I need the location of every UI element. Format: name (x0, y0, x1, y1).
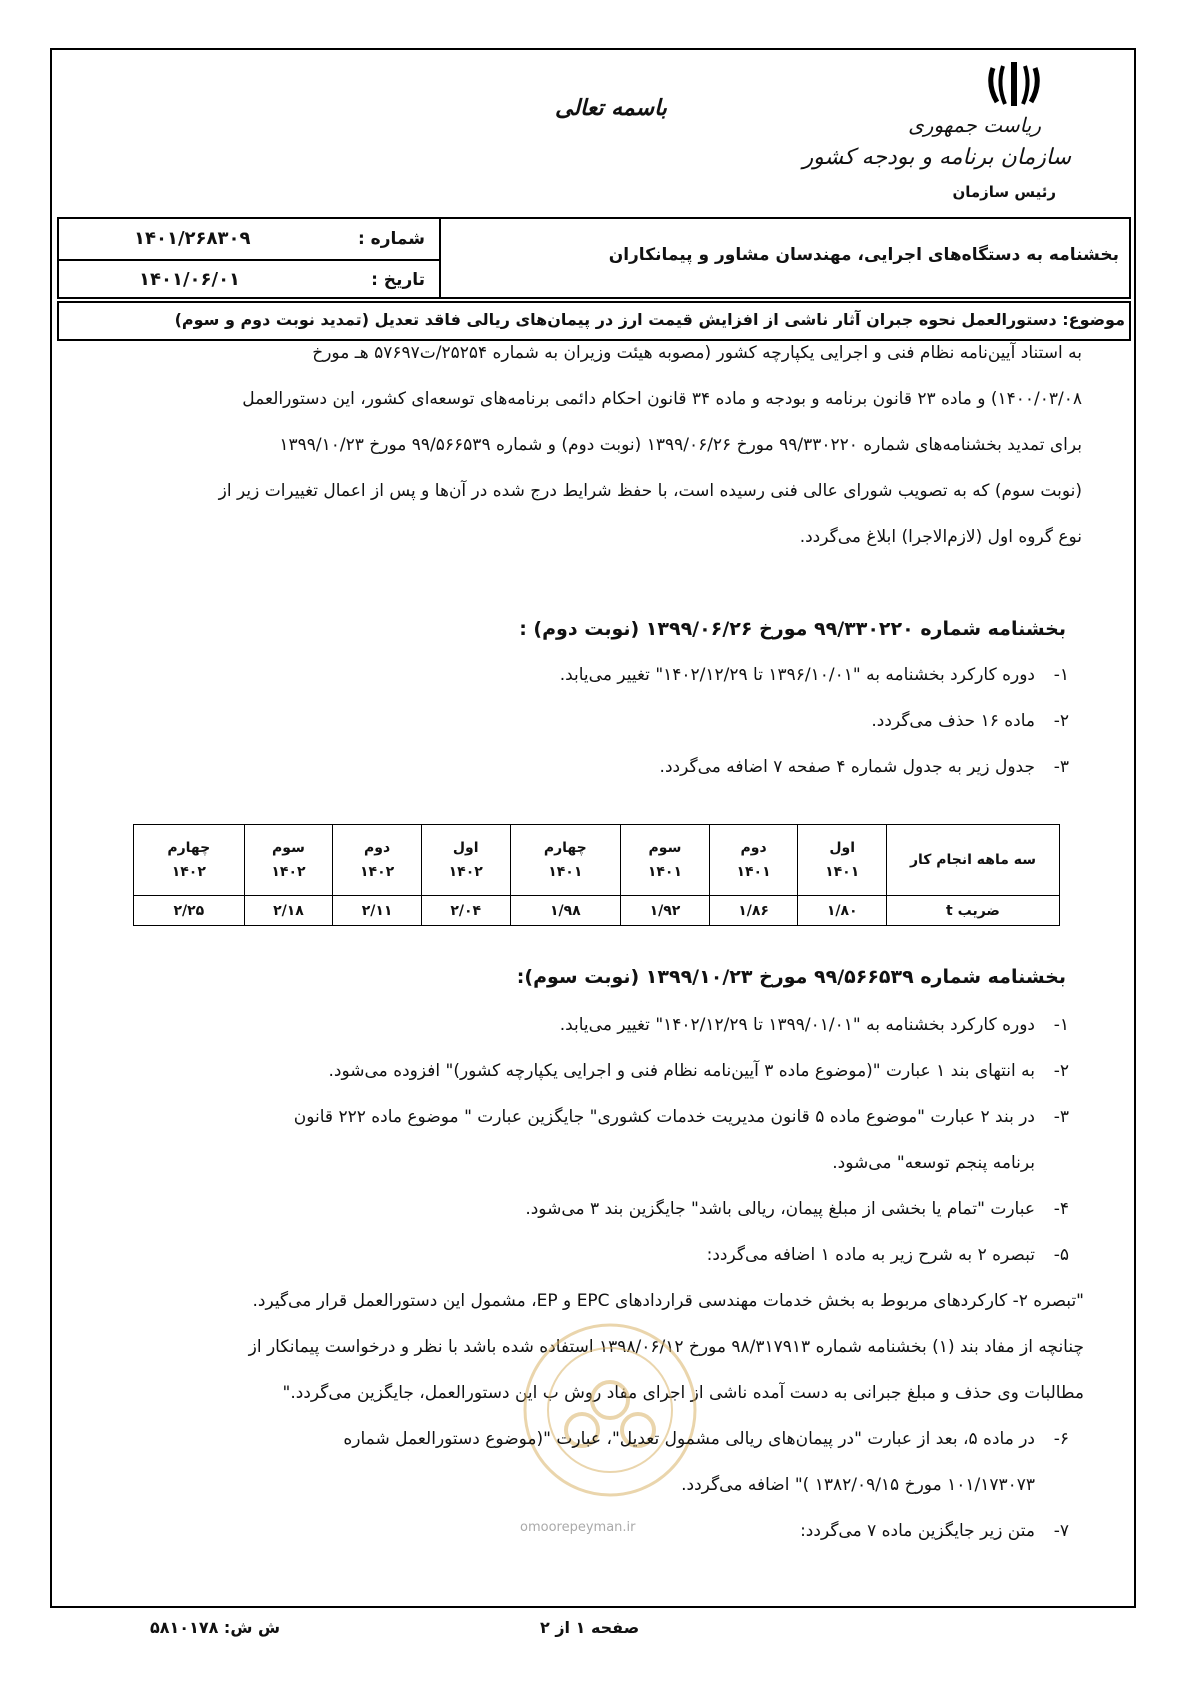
table-header-cell: اول ۱۴۰۲ (421, 825, 510, 896)
item-number: ۲- (1053, 1061, 1069, 1081)
list-item (111, 1186, 1069, 1232)
table-cell: ۱/۸۰ (798, 896, 887, 926)
note-line: "تبصره ۲- کارکردهای مربوط به بخش خدمات مهندسی قراردادهای EPC و EP، مشمول این دستورالعمل قرار می‌گیرد. (252, 1291, 1084, 1311)
table-header-row (134, 825, 1060, 896)
item-number: ۱- (1053, 665, 1069, 685)
subject: موضوع: دستورالعمل نحوه جبران آثار ناشی از افزایش قیمت ارز در پیمان‌های ریالی فاقد تعدیل (تمدید نوبت دوم و سوم) (57, 301, 1131, 341)
date-label: تاریخ : (371, 270, 425, 290)
org-line-head: رئیس سازمان (952, 183, 1056, 201)
list-item-continuation (111, 1140, 1069, 1186)
note-line: مطالبات وی حذف و مبلغ جبرانی به دست آمده ناشی از اجرای مفاد روش ب این دستورالعمل، جایگزین می‌گردد." (282, 1383, 1084, 1403)
item-number: ۷- (1053, 1521, 1069, 1541)
intro-line: به استناد آیین‌نامه نظام فنی و اجرایی یکپارچه کشور (مصوبه هیئت وزیران به شماره ۲۵۲۵۴/ت۵۷۶۹۷ هـ مورخ (312, 343, 1082, 363)
letter-info-box (57, 217, 1131, 299)
item-text: جدول زیر به جدول شماره ۴ صفحه ۷ اضافه می‌گردد. (659, 757, 1035, 777)
item-text: ماده ۱۶ حذف می‌گردد. (871, 711, 1035, 731)
item-text: متن زیر جایگزین ماده ۷ می‌گردد: (800, 1521, 1035, 1541)
date-value: ۱۴۰۱/۰۶/۰۱ (139, 269, 241, 290)
item-number: ۳- (1053, 1107, 1069, 1127)
number-label: شماره : (357, 229, 425, 249)
table-row-header: سه ماهه انجام کار (887, 825, 1060, 896)
table-header-cell: دوم ۱۴۰۱ (709, 825, 798, 896)
recipients: بخشنامه به دستگاه‌های اجرایی، مهندسان مشاور و پیمانکاران (608, 245, 1119, 265)
section1-heading: بخشنامه شماره ۹۹/۳۳۰۲۲۰ مورخ ۱۳۹۹/۰۶/۲۶ (نوبت دوم) : (519, 618, 1066, 640)
item-number: ۴- (1053, 1199, 1069, 1219)
item-text: در ماده ۵، بعد از عبارت "در پیمان‌های ریالی مشمول تعدیل"، عبارت "(موضوع دستورالعمل شماره (343, 1429, 1035, 1449)
table-header-cell: اول ۱۴۰۱ (798, 825, 887, 896)
list-item (111, 698, 1069, 744)
list-item (111, 1416, 1069, 1462)
item-text: تبصره ۲ به شرح زیر به ماده ۱ اضافه می‌گردد: (706, 1245, 1035, 1265)
table-row (134, 896, 1060, 926)
info-row-divider (59, 259, 441, 261)
item-number: ۲- (1053, 711, 1069, 731)
item-text: در بند ۲ عبارت "موضوع ماده ۵ قانون مدیریت خدمات کشوری" جایگزین عبارت " موضوع ماده ۲۲۲ قانون (293, 1107, 1035, 1127)
item-number: ۵- (1053, 1245, 1069, 1265)
list-item (111, 652, 1069, 698)
item-text: دوره کارکرد بخشنامه به "۱۳۹۹/۰۱/۰۱ تا ۱۴۰۲/۱۲/۲۹" تغییر می‌یابد. (559, 1015, 1035, 1035)
bismillah: باسمه تعالی (555, 95, 667, 121)
table-cell: ۲/۱۱ (333, 896, 422, 926)
number-value: ۱۴۰۱/۲۶۸۳۰۹ (134, 228, 251, 249)
table-cell: ۲/۲۵ (134, 896, 245, 926)
table-header-cell: سوم ۱۴۰۲ (244, 825, 333, 896)
iran-emblem-icon (985, 60, 1043, 110)
item-number: ۶- (1053, 1429, 1069, 1449)
table-cell: ۲/۱۸ (244, 896, 333, 926)
footer-tracking-code: ش ش: ۵۸۱۰۱۷۸ (150, 1618, 281, 1637)
table-cell: ۱/۹۲ (621, 896, 710, 926)
item-text: دوره کارکرد بخشنامه به "۱۳۹۶/۱۰/۰۱ تا ۱۴۰۲/۱۲/۲۹" تغییر می‌یابد. (559, 665, 1035, 685)
section2-heading: بخشنامه شماره ۹۹/۵۶۶۵۳۹ مورخ ۱۳۹۹/۱۰/۲۳ (نوبت سوم): (516, 966, 1066, 988)
table-row-label: ضریب t (887, 896, 1060, 926)
table-cell: ۱/۹۸ (510, 896, 621, 926)
note-line: چنانچه از مفاد بند (۱) بخشنامه شماره ۹۸/۳۱۷۹۱۳ مورخ ۱۳۹۸/۰۶/۱۲ استفاده شده باشد با نظر و درخواست پیمانکار از (248, 1337, 1084, 1357)
table-cell: ۱/۸۶ (709, 896, 798, 926)
watermark: omoorepeyman.ir (520, 1520, 636, 1535)
footer-page-number: صفحه ۱ از ۲ (540, 1618, 640, 1637)
org-line-organization: سازمان برنامه و بودجه کشور (802, 145, 1071, 170)
item-number: ۱- (1053, 1015, 1069, 1035)
table-header-cell: چهارم ۱۴۰۲ (134, 825, 245, 896)
item-number: ۳- (1053, 757, 1069, 777)
list-item (111, 1094, 1069, 1140)
table-header-cell: دوم ۱۴۰۲ (333, 825, 422, 896)
item-text: عبارت "تمام یا بخشی از مبلغ پیمان، ریالی باشد" جایگزین بند ۳ می‌شود. (525, 1199, 1035, 1219)
item-text: به انتهای بند ۱ عبارت "(موضوع ماده ۳ آیین‌نامه نظام فنی و اجرایی یکپارچه کشور)" افزوده می‌شود. (328, 1061, 1035, 1081)
table-header-cell: چهارم ۱۴۰۱ (510, 825, 621, 896)
intro-line: برای تمدید بخشنامه‌های شماره ۹۹/۳۳۰۲۲۰ مورخ ۱۳۹۹/۰۶/۲۶ (نوبت دوم) و شماره ۹۹/۵۶۶۵۳۹ مورخ ۱۳۹۹/۱۰/۲۳ (279, 435, 1082, 455)
item-text: برنامه پنجم توسعه" می‌شود. (832, 1153, 1035, 1173)
coefficient-table (133, 824, 1060, 926)
list-item-continuation (111, 1462, 1069, 1508)
intro-line: (نوبت سوم) که به تصویب شورای عالی فنی رسیده است، با حفظ شرایط درج شده در آن‌ها و پس از اعمال تغییرات زیر از (218, 481, 1082, 501)
org-line-presidency: ریاست جمهوری (908, 113, 1041, 137)
list-item (111, 1232, 1069, 1278)
intro-line: ۱۴۰۰/۰۳/۰۸) و ماده ۲۳ قانون برنامه و بودجه و ماده ۳۴ قانون احکام دائمی برنامه‌های توسعه‌ای کشور، این دستورالعمل (242, 389, 1082, 409)
list-item (111, 744, 1069, 790)
table-cell: ۲/۰۴ (421, 896, 510, 926)
info-divider (439, 219, 441, 297)
table-header-cell: سوم ۱۴۰۱ (621, 825, 710, 896)
list-item (111, 1048, 1069, 1094)
item-text: ۱۰۱/۱۷۳۰۷۳ مورخ ۱۳۸۲/۰۹/۱۵ )" اضافه می‌گردد. (681, 1475, 1035, 1495)
intro-line: نوع گروه اول (لازم‌الاجرا) ابلاغ می‌گردد. (799, 527, 1082, 547)
list-item (111, 1002, 1069, 1048)
